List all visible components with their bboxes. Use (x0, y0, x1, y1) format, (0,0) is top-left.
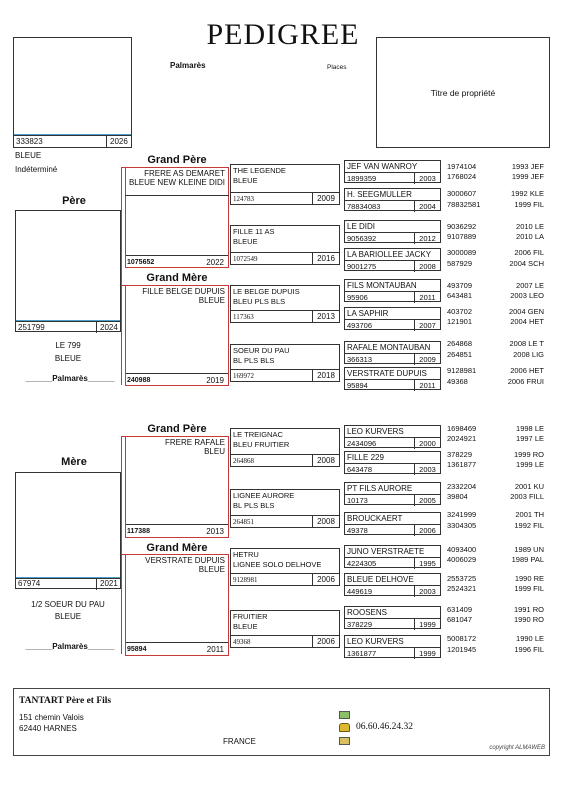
gen4-card (344, 248, 441, 271)
gen5-entry (447, 584, 544, 593)
gen5-info: 1989 PAL (511, 555, 544, 564)
gm-pere-line1: FILLE BELGE DUPUIS (142, 287, 225, 296)
ggp-card: THE LEGENDE BLEUE 124783 2009 (230, 164, 340, 205)
gp-pere-line1: FRERE AS DEMARET (144, 169, 225, 178)
gen5-entry (447, 460, 544, 469)
gen4-ring: 1361877 (347, 649, 377, 658)
gen4-name: BLEUE DELHOVE (347, 575, 414, 584)
gen4-name: JUNO VERSTRAETE (347, 547, 425, 556)
gen5-entry (447, 162, 544, 171)
gen5-info: 1998 LE (516, 424, 544, 433)
gp-pere-heading: Grand Père (147, 154, 207, 166)
gen4-year: 2000 (414, 438, 440, 449)
gen5-ring: 39804 (447, 492, 468, 501)
gen5-ring: 493709 (447, 281, 473, 290)
gen5-ring: 643481 (447, 291, 473, 300)
gen4-name: PT FILS AURORE (347, 484, 413, 493)
address-book-icon (339, 711, 350, 719)
gen5-info: 1993 JEF (511, 162, 544, 171)
gen5-info: 2003 LEO (510, 291, 544, 300)
gp-pere-box (125, 167, 229, 268)
gen5-ring: 1974104 (447, 162, 477, 171)
gen5-info: 2006 HET (510, 366, 544, 375)
gm-pere-line2: BLEUE (198, 296, 225, 305)
mere-color: BLEUE (54, 612, 82, 621)
gm-pere-box (125, 285, 229, 386)
gen4-name: LEO KURVERS (347, 637, 404, 646)
gen4-ring: 10173 (347, 496, 368, 505)
gen5-ring: 2024921 (447, 434, 477, 443)
page-title: PEDIGREE (206, 18, 360, 51)
gen5-ring: 1768024 (447, 172, 477, 181)
subject-color: BLEUE (15, 151, 42, 160)
gen4-name: FILLE 229 (347, 453, 384, 462)
gp-mere-box (125, 436, 229, 538)
mere-palmares: ______Palmarès______ (25, 642, 115, 651)
gen5-info: 2001 KU (514, 482, 544, 491)
gen5-entry (447, 450, 544, 459)
gen5-ring: 403702 (447, 307, 473, 316)
gen5-ring: 264851 (447, 350, 473, 359)
ggp-card: FRUITIER BLEUE 49368 2006 (230, 610, 340, 648)
gen4-ring: 643478 (347, 465, 373, 474)
gen4-ring: 49378 (347, 526, 368, 535)
ggp-card: SOEUR DU PAU BL PLS BLS 169972 2018 (230, 344, 340, 382)
subject-photo-box (13, 37, 132, 148)
ggp-card: FILLE 11 AS BLEUE 1072549 2016 (230, 225, 340, 265)
gen5-ring: 3241999 (447, 510, 477, 519)
gen4-year: 2003 (414, 586, 440, 597)
gen5-ring: 2553725 (447, 574, 477, 583)
gen5-info: 2004 GEN (508, 307, 544, 316)
gen5-entry (447, 482, 544, 491)
gp-mere-line1: FRERE RAFALE (164, 438, 225, 447)
gen5-entry (447, 434, 544, 443)
owner-country: FRANCE (223, 737, 256, 746)
gen4-ring: 95894 (347, 381, 368, 390)
gen5-info: 2001 TH (515, 510, 544, 519)
pere-heading: Père (62, 195, 86, 207)
gen5-info: 1990 RO (513, 615, 544, 624)
gen5-entry (447, 172, 544, 181)
owner-name: TANTART Père et Fils (19, 696, 112, 706)
gen4-year: 2011 (414, 380, 440, 391)
gen5-info: 2008 LE T (509, 339, 544, 348)
gen5-info: 2010 LE (516, 222, 544, 231)
gen4-ring: 493706 (347, 321, 373, 330)
pere-photo-box (15, 210, 121, 332)
gm-mere-year: 2011 (206, 645, 224, 654)
gm-pere-heading: Grand Mère (146, 272, 208, 284)
gen5-entry (447, 615, 544, 624)
gen5-ring: 5008172 (447, 634, 477, 643)
gen5-ring: 1698469 (447, 424, 477, 433)
gm-mere-line2: BLEUE (198, 565, 225, 574)
gen5-ring: 49368 (447, 377, 468, 386)
gen4-name: FILS MONTAUBAN (347, 281, 417, 290)
pere-ring: 251799 (18, 323, 45, 332)
gen5-ring: 1201945 (447, 645, 477, 654)
gen5-info: 1999 LE (516, 460, 544, 469)
ggp-card: LE BELGE DUPUIS BLEU PLS BLS 117363 2013 (230, 285, 340, 323)
gen5-ring: 587929 (447, 259, 473, 268)
ggp-card: LIGNEE AURORE BL PLS BLS 264851 2008 (230, 489, 340, 528)
gen4-card (344, 341, 441, 364)
gen4-name: RAFALE MONTAUBAN (347, 343, 431, 352)
gen4-name: LEO KURVERS (347, 427, 404, 436)
gen4-name: ROOSENS (347, 608, 388, 617)
mere-photo-box (15, 472, 121, 589)
gen5-info: 2006 FIL (514, 248, 544, 257)
gen5-info: 1989 UN (514, 545, 544, 554)
gen5-info: 2008 LIG (513, 350, 544, 359)
pere-color: BLEUE (54, 354, 82, 363)
gen4-card (344, 279, 441, 302)
owner-phone: 06.60.46.24.32 (356, 722, 413, 732)
ownership-title-box (376, 37, 550, 148)
gen5-info: 2004 SCH (509, 259, 544, 268)
pere-name: LE 799 (55, 341, 81, 350)
places-label: Places (327, 64, 347, 71)
gen4-year: 2004 (414, 201, 440, 212)
gen5-ring: 121901 (447, 317, 473, 326)
gen4-year: 1999 (414, 648, 440, 659)
gen4-card (344, 220, 441, 243)
gen4-card (344, 635, 441, 658)
gen4-ring: 4224305 (347, 559, 377, 568)
gen5-ring: 2332204 (447, 482, 477, 491)
gen4-ring: 1899359 (347, 174, 377, 183)
gen4-year: 2007 (414, 320, 440, 331)
gp-mere-line2: BLEU (204, 447, 225, 456)
gen5-info: 1999 JEF (511, 172, 544, 181)
gen5-info: 1990 RE (514, 574, 544, 583)
gen5-entry (447, 200, 544, 209)
gen5-entry (447, 521, 544, 530)
gen5-entry (447, 510, 544, 519)
gen5-entry (447, 574, 544, 583)
gen5-info: 1999 FIL (514, 584, 544, 593)
gen5-entry (447, 605, 544, 614)
gm-mere-ring: 95894 (127, 646, 147, 653)
gen4-year: 2009 (414, 354, 440, 365)
gen5-entry (447, 350, 544, 359)
subject-sex: Indéterminé (15, 165, 58, 174)
gen5-info: 1992 KLE (511, 189, 544, 198)
gm-pere-ring: 240988 (127, 377, 151, 384)
gen5-ring: 9128981 (447, 366, 477, 375)
gen4-card (344, 451, 441, 474)
gp-pere-year: 2022 (206, 258, 224, 267)
gen5-entry (447, 366, 544, 375)
gen5-ring: 264868 (447, 339, 473, 348)
gen5-entry (447, 222, 544, 231)
mere-year: 2021 (100, 579, 118, 588)
gen4-card (344, 188, 441, 211)
gen4-ring: 449619 (347, 587, 373, 596)
gen5-info: 2007 LE (516, 281, 544, 290)
gen5-ring: 3304305 (447, 521, 477, 530)
gm-mere-heading: Grand Mère (146, 542, 208, 554)
gen4-year: 2005 (414, 495, 440, 506)
gp-pere-line2: BLEUE NEW KLEINE DIDI (128, 178, 225, 187)
fax-icon (339, 737, 350, 745)
gp-mere-year: 2013 (206, 527, 224, 536)
gen5-info: 2006 FRUI (507, 377, 544, 386)
gen5-ring: 2524321 (447, 584, 477, 593)
gen4-ring: 378229 (347, 620, 373, 629)
gm-mere-box (125, 554, 229, 656)
mere-heading: Mère (61, 456, 87, 468)
pere-palmares: ______Palmarès______ (25, 374, 115, 383)
gen4-name: BROUCKAERT (347, 514, 403, 523)
gen4-ring: 9001275 (347, 262, 377, 271)
gen5-entry (447, 377, 544, 386)
gen4-ring: 78834083 (347, 202, 381, 211)
ownership-title-label: Titre de propriété (430, 88, 496, 98)
gen5-info: 1999 FIL (514, 200, 544, 209)
gen5-ring: 9036292 (447, 222, 477, 231)
gen5-entry (447, 492, 544, 501)
gp-mere-ring: 117388 (127, 528, 150, 535)
gen5-entry (447, 189, 544, 198)
gen5-ring: 631409 (447, 605, 473, 614)
gen4-card (344, 573, 441, 596)
gen5-info: 1999 RO (513, 450, 544, 459)
gen4-card (344, 512, 441, 535)
gp-mere-heading: Grand Père (147, 423, 207, 435)
gen4-card (344, 425, 441, 448)
gen5-info: 1990 LE (516, 634, 544, 643)
gen4-name: VERSTRATE DUPUIS (347, 369, 427, 378)
subject-ring: 333823 (16, 137, 43, 146)
gen5-entry (447, 317, 544, 326)
gen5-info: 2010 LA (516, 232, 544, 241)
palmares-label: Palmarès (170, 61, 206, 70)
gen4-name: LA BARIOLLEE JACKY (347, 250, 432, 259)
gm-pere-year: 2019 (206, 376, 224, 385)
gen5-info: 1991 RO (513, 605, 544, 614)
gen5-info: 1997 LE (516, 434, 544, 443)
gm-mere-line1: VERSTRATE DUPUIS (145, 556, 225, 565)
gen5-ring: 4093400 (447, 545, 477, 554)
gen5-ring: 378229 (447, 450, 473, 459)
gen4-ring: 95906 (347, 293, 368, 302)
gp-pere-ring: 1075652 (127, 259, 155, 266)
pere-year: 2024 (100, 323, 118, 332)
gen4-year: 2006 (414, 525, 440, 536)
gen4-ring: 2434096 (347, 439, 377, 448)
gen5-ring: 78832581 (447, 200, 481, 209)
gen5-entry (447, 555, 544, 564)
gen4-card (344, 482, 441, 505)
ggp-card: HETRU LIGNEE SOLO DELHOVE 9128981 2006 (230, 548, 340, 586)
gen5-entry (447, 259, 544, 268)
mere-name: 1/2 SOEUR DU PAU (31, 600, 105, 609)
ggp-card: LE TREIGNAC BLEU FRUITIER 264868 2008 (230, 428, 340, 467)
gen5-entry (447, 634, 544, 643)
gen4-ring: 9056392 (347, 234, 377, 243)
gen4-name: LA SAPHIR (347, 309, 389, 318)
gen4-year: 1995 (414, 558, 440, 569)
gen4-year: 2011 (414, 292, 440, 303)
gen4-card (344, 160, 441, 183)
gen5-entry (447, 339, 544, 348)
mere-ring: 67974 (18, 579, 41, 588)
gen5-entry (447, 232, 544, 241)
gen5-info: 2004 HET (510, 317, 544, 326)
gen5-info: 1996 FIL (514, 645, 544, 654)
owner-street: 151 chemin Valois (19, 713, 84, 722)
gen5-info: 1992 FIL (514, 521, 544, 530)
gen4-card (344, 606, 441, 629)
copyright: copyright ALMAWEB (489, 745, 545, 751)
gen5-ring: 681047 (447, 615, 473, 624)
phone-icon (339, 723, 350, 732)
gen4-year: 2003 (414, 464, 440, 475)
owner-city: 62440 HARNES (19, 724, 77, 733)
gen5-entry (447, 424, 544, 433)
gen4-name: JEF VAN WANROY (347, 162, 418, 171)
gen5-ring: 4006029 (447, 555, 477, 564)
gen5-ring: 3000089 (447, 248, 477, 257)
gen4-name: H. SEEGMULLER (347, 190, 412, 199)
gen4-year: 2003 (414, 173, 440, 184)
gen5-entry (447, 281, 544, 290)
gen4-year: 1999 (414, 619, 440, 630)
gen5-entry (447, 248, 544, 257)
gen5-ring: 9107889 (447, 232, 477, 241)
gen5-entry (447, 291, 544, 300)
gen5-ring: 1361877 (447, 460, 477, 469)
gen5-ring: 3000607 (447, 189, 477, 198)
gen4-ring: 366313 (347, 355, 373, 364)
gen4-year: 2012 (414, 233, 440, 244)
gen4-year: 2008 (414, 261, 440, 272)
subject-year: 2026 (110, 137, 128, 146)
gen5-entry (447, 545, 544, 554)
gen5-entry (447, 307, 544, 316)
gen4-card (344, 545, 441, 568)
owner-box (13, 688, 550, 756)
gen4-card (344, 307, 441, 330)
gen4-card (344, 367, 441, 390)
gen4-name: LE DIDI (347, 222, 376, 231)
gen5-info: 2003 FILL (510, 492, 544, 501)
gen5-entry (447, 645, 544, 654)
